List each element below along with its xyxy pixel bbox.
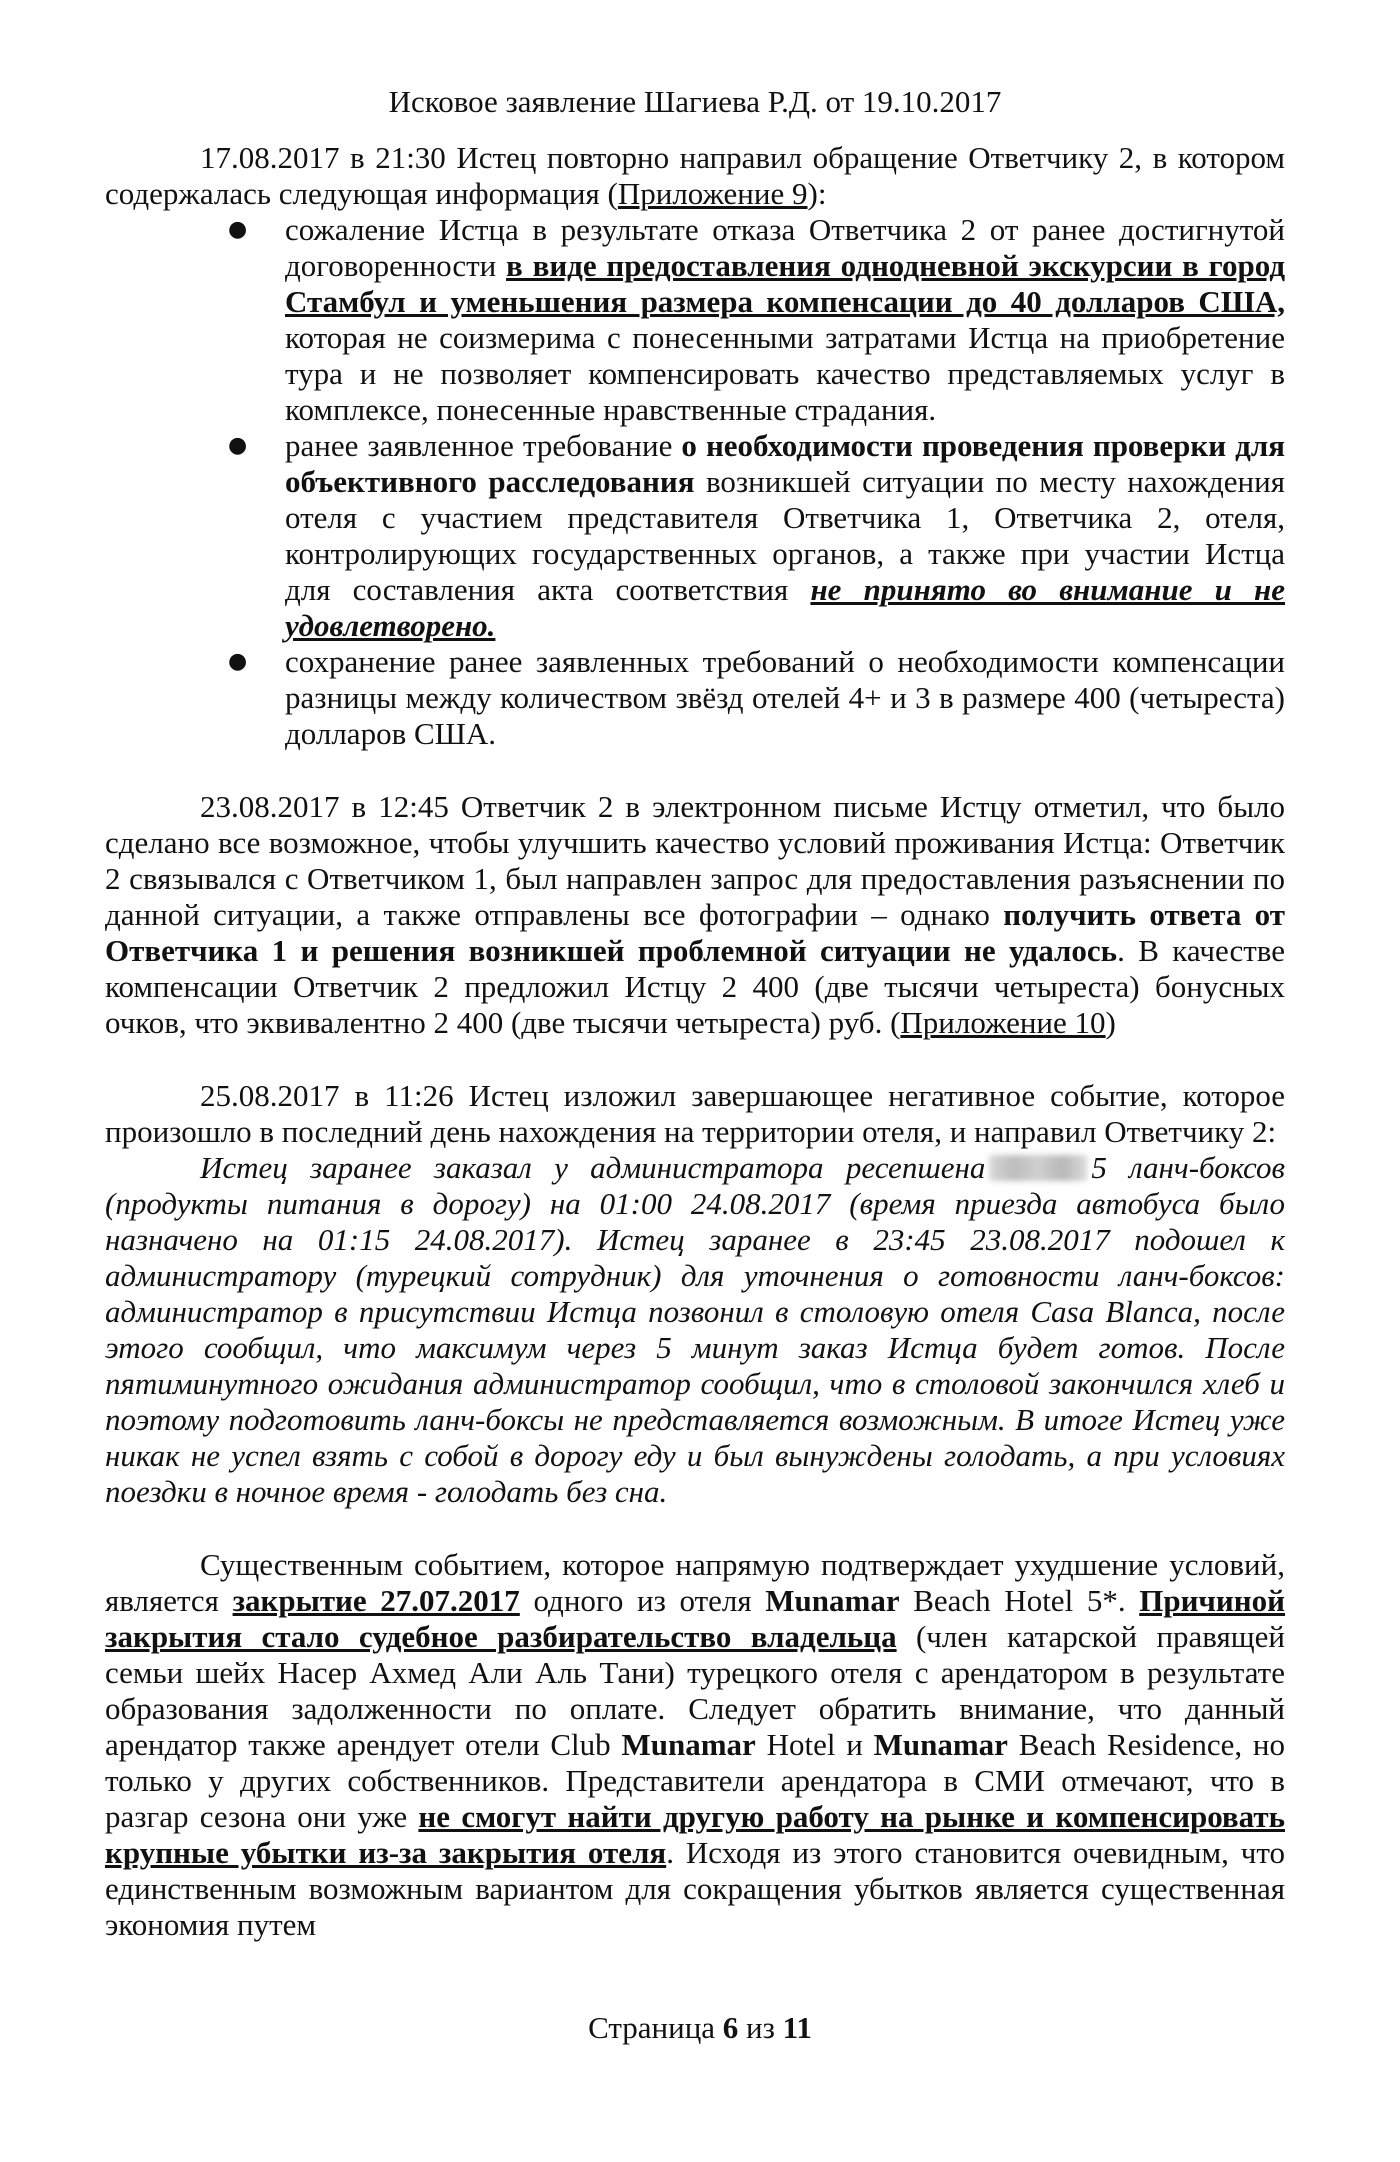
bullet-text: сохранение ранее заявленных требований о необходимости компенсации разницы между количеством звёзд отелей 4+ и 3 в размере 400 (четыреста) долларов США. — [285, 644, 1285, 751]
bullet-list — [105, 212, 1285, 752]
spacer — [105, 1041, 1285, 1078]
paragraph-emphasis: не смогут найти другую работу на рынке и компенсировать крупные убытки из-за закрытия отеля — [105, 1799, 1285, 1870]
paragraph-text: . В качестве компенсации Ответчик 2 предложил Истцу 2 400 (две тысячи четыреста) бонусных очков, что эквивалентно 2 400 (две тысячи четыреста) руб. ( — [105, 933, 1285, 1040]
hotel-name: Munamar — [873, 1727, 1008, 1762]
hotel-name: Munamar — [765, 1583, 900, 1618]
paragraph-text: ) — [1105, 1005, 1116, 1040]
paragraph-text: Beach Residence, но только у других собственников. Представители арендатора в СМИ отмечают, что в разгар сезона они уже — [105, 1727, 1285, 1834]
current-page-number: 6 — [722, 2010, 739, 2045]
bullet-item-3 — [105, 644, 1285, 752]
page-number-label: Страница — [588, 2010, 723, 2045]
page-number-separator: из — [738, 2010, 783, 2045]
paragraph-text: . Исходя из этого становится очевидным, что единственным возможным вариантом для сокращения убытков является существенная экономия путем — [105, 1835, 1286, 1942]
quote-text: Истец заранее заказал у администратора ресепшена — [200, 1150, 986, 1185]
document-header: Исковое заявление Шагиева Р.Д. от 19.10.2017 — [388, 84, 1002, 119]
paragraph-emphasis: закрытие 27.07.2017 — [232, 1583, 520, 1618]
paragraph-2 — [105, 789, 1285, 1041]
paragraph-emphasis: Причиной закрытия стало судебное разбирательство владельца — [105, 1583, 1286, 1654]
paragraph-text: Beach Hotel 5*. — [899, 1583, 1140, 1618]
page-footer — [0, 2010, 1400, 2046]
paragraph-emphasis: получить ответа от Ответчика 1 и решения возникшей проблемной ситуации не удалось — [105, 897, 1286, 968]
bullet-emphasis: в виде предоставления однодневной экскурсии в город Стамбул и уменьшения размера компенсации до 40 долларов США, — [285, 248, 1285, 319]
hotel-name: Munamar — [621, 1727, 756, 1762]
bullet-text: ранее заявленное требование — [285, 428, 682, 463]
paragraph-text: (член катарской правящей семьи шейх Насер Ахмед Али Аль Тани) турецкого отеля с арендатором в результате образования задолженности по оплате. Следует обратить внимание, что данный арендатор также арендует отели Club — [105, 1619, 1286, 1762]
appendix-10-link[interactable]: Приложение 10 — [900, 1005, 1106, 1040]
bullet-text: которая не соизмерима с понесенными затратами Истца на приобретение тура и не позволяет компенсировать качество представляемых услуг в комплексе, понесенные нравственные страдания. — [285, 320, 1285, 427]
paragraph-4 — [105, 1547, 1285, 1943]
bullet-icon: ● — [228, 217, 248, 242]
paragraph-text: 17.08.2017 в 21:30 Истец повторно направил обращение Ответчику 2, в котором содержалась следующая информация ( — [105, 140, 1285, 211]
paragraph-1-intro — [105, 140, 1285, 212]
bullet-item-2 — [105, 428, 1285, 644]
bullet-text: возникшей ситуации по месту нахождения отеля с участием представителя Ответчика 1, Ответчика 2, отеля, контролирующих государственных органов, а также при участии Истца для составления акта соответствия — [285, 464, 1285, 607]
bullet-icon: ● — [228, 649, 248, 674]
appendix-9-link[interactable]: Приложение 9 — [617, 176, 808, 211]
bullet-emphasis: о необходимости проведения проверки для объективного расследования — [285, 428, 1286, 499]
bullet-item-1 — [105, 212, 1285, 428]
document-page — [105, 84, 1285, 1943]
paragraph-text: Существенным событием, которое напрямую подтверждает ухудшение условий, является — [105, 1547, 1285, 1618]
total-page-count: 11 — [782, 2010, 812, 2045]
bullet-icon: ● — [228, 433, 248, 458]
paragraph-text: Hotel и — [755, 1727, 874, 1762]
paragraph-text: 23.08.2017 в 12:45 Ответчик 2 в электронном письме Истцу отметил, что было сделано все возможное, чтобы улучшить качество условий проживания Истца: Ответчик 2 связывался с Ответчиком 1, был направлен запрос для предоставления разъяснении по данной ситуации, а также отправлены все фотографии – однако — [105, 789, 1285, 932]
bullet-emphasis-italic: не принято во внимание и не удовлетворено. — [285, 572, 1285, 643]
paragraph-text: одного из отеля — [519, 1583, 766, 1618]
paragraph-3: 25.08.2017 в 11:26 Истец изложил завершающее негативное событие, которое произошло в последний день нахождения на территории отеля, и направил Ответчику 2: — [105, 1078, 1285, 1149]
spacer — [105, 752, 1285, 789]
bullet-text: сожаление Истца в результате отказа Ответчика 2 от ранее достигнутой договоренности — [285, 212, 1285, 283]
redacted-name — [989, 1155, 1087, 1181]
quote-text: 5 ланч-боксов (продукты питания в дорогу) на 01:00 24.08.2017 (время приезда автобуса было назначено на 01:15 24.08.2017). Истец заранее в 23:45 23.08.2017 подошел к администратору (турецкий сотрудник) для уточнения о готовности ланч-боксов: администратор в присутствии Истца позвонил в столовую отеля Casa Blanca, после этого сообщил, что максимум через 5 минут заказ Истца будет готов. После пятиминутного ожидания администратор сообщил, что в столовой закончился хлеб и поэтому подготовить ланч-боксы не представляется возможным. В итоге Истец уже никак не успел взять с собой в дорогу еду и был вынуждены голодать, а при условиях поездки в ночное время - голодать без сна. — [105, 1150, 1285, 1509]
paragraph-text: ): — [807, 176, 827, 211]
paragraph-3-quote — [105, 1150, 1285, 1510]
spacer — [105, 1510, 1285, 1547]
